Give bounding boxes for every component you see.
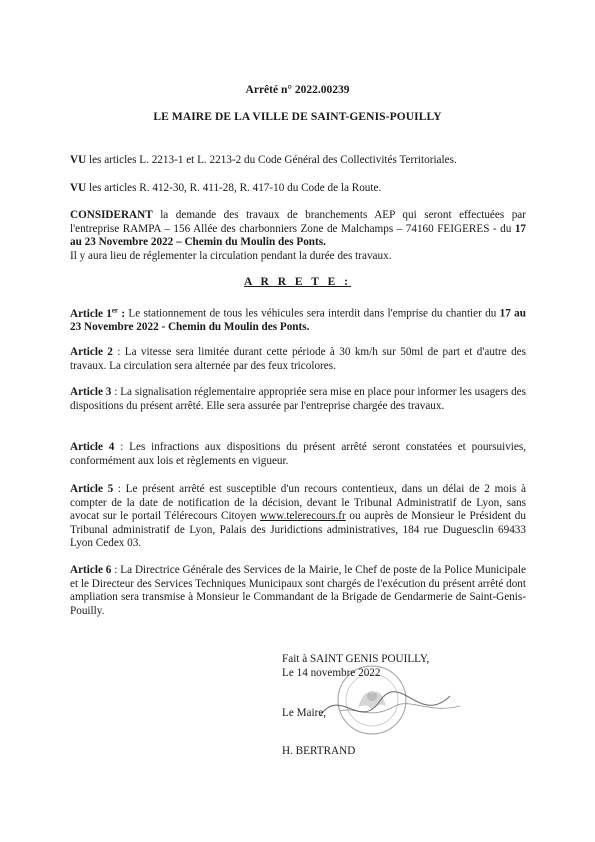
considerant-text: la demande des travaux de branchements AEP qui seront effectuées par l'entreprise RAMPA – 156 Allée des charbonniers Zone de Malchamps – 74160 FEIGERES - du — [70, 209, 526, 235]
vu-code-collectivites — [70, 154, 526, 168]
vu-label: VU — [70, 182, 87, 194]
signature-place: Fait à SAINT GENIS POUILLY, — [282, 653, 430, 665]
vu-text: les articles R. 412-30, R. 411-28, R. 417-10 du Code de la Route. — [86, 182, 382, 194]
signature-role: Le Maire, — [282, 707, 327, 719]
decree-reference: Arrêté n° 2022.00239 — [245, 84, 350, 96]
arrete-heading: A R R E T E : — [244, 276, 351, 288]
signatory-name: H. BERTRAND — [282, 745, 356, 757]
telerecours-link[interactable]: www.telerecours.fr — [260, 510, 346, 523]
article-dates: 17 au 23 Novembre 2022 - Chemin du Moulin des Ponts. — [70, 307, 526, 334]
considerant-dates: 17 au 23 Novembre 2022 – Chemin du Moulin des Ponts. — [70, 222, 526, 249]
vu-label: VU — [70, 154, 87, 166]
vu-text: les articles L. 2213-1 et L. 2213-2 du Code Général des Collectivités Territoriales. — [86, 154, 457, 166]
considerant-label: CONSIDERANT — [70, 209, 153, 221]
article-label: Article 5 — [70, 483, 114, 495]
article-2 — [70, 346, 526, 373]
considerant-regulation: Il y aura lieu de réglementer la circulation pendant la durée des travaux. — [70, 249, 392, 262]
article-text: : La Directrice Générale des Services de la Mairie, le Chef de poste de la Police Municipale et le Directeur des Services Techniques Municipaux sont chargés de l'exécution du présent arrêté dont ampliation sera transmise à Monsieur le Commandant de la Brigade de Gendarmerie de Saint-Genis-Pouilly. — [70, 564, 526, 617]
signature-date: Le 14 novembre 2022 — [282, 667, 381, 679]
authority-title: LE MAIRE DE LA VILLE DE SAINT-GENIS-POUILLY — [153, 111, 442, 123]
article-label: Article 4 — [70, 441, 115, 453]
article-1 — [70, 304, 526, 335]
article-text: : Le présent arrêté est susceptible d'un recours contentieux, dans un délai de 2 mois à compter de la date de notification de la décision, devant le Tribunal Administratif de Lyon, sans avocat sur le portail Télérecours Citoyen — [70, 483, 527, 523]
article-text: : La signalisation réglementaire appropriée sera mise en place pour informer les usagers des dispositions du présent arrêté. Elle sera assurée par l'entreprise chargée des travaux. — [70, 386, 526, 412]
article-text: ou auprès de Monsieur le Président du Tribunal administratif de Lyon, Palais des Juridictions administratives, 184 rue Duguesclin 69433 Lyon Cedex 03. — [70, 510, 526, 550]
article-label: Article 2 — [70, 346, 113, 358]
article-text: : Les infractions aux dispositions du présent arrêté seront constatées et poursuivies, conformément aux lois et règlements en vigueur. — [70, 441, 527, 467]
article-label: Article 1er : — [70, 306, 126, 320]
vu-code-route — [70, 182, 526, 196]
article-label: Article 6 — [70, 564, 112, 576]
article-label: Article 3 — [70, 386, 112, 398]
article-text: : La vitesse sera limitée durant cette période à 30 km/h sur 50ml de part et d'autre des travaux. La circulation sera alternée par des feux tricolores. — [70, 346, 526, 372]
considerant-paragraph — [70, 209, 526, 263]
article-4 — [70, 441, 526, 468]
article-6 — [70, 564, 526, 618]
article-5 — [70, 483, 526, 551]
article-3 — [70, 386, 526, 413]
article-text: Le stationnement de tous les véhicules sera interdit dans l'emprise du chantier du — [125, 307, 500, 320]
